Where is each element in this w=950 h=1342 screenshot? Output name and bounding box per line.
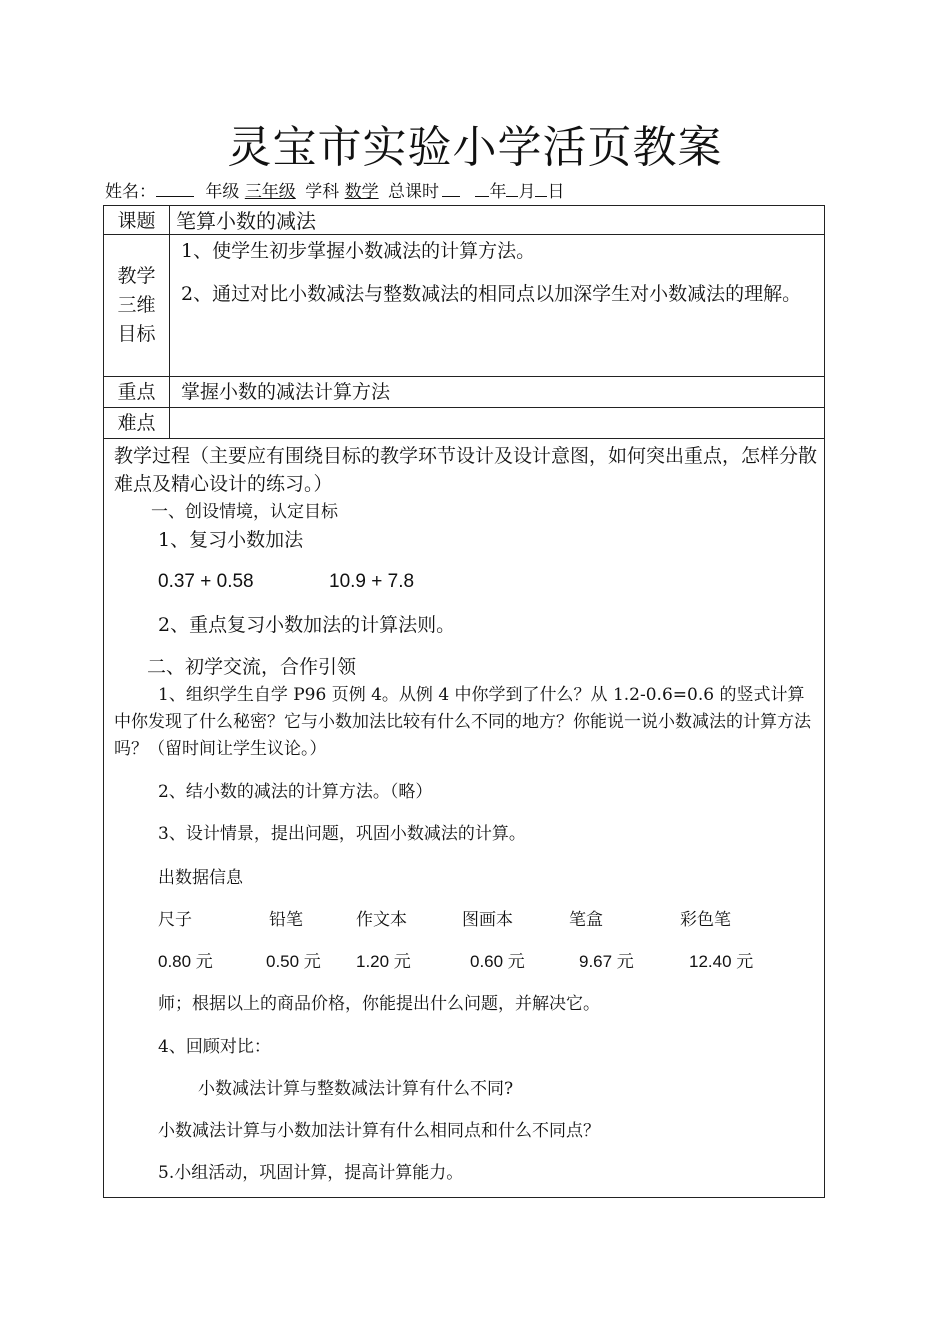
goal-2: 2、通过对比小数减法与整数减法的相同点以加深学生对小数减法的理解。 [181, 283, 802, 305]
year-blank [475, 180, 489, 197]
page-title: 灵宝市实验小学活页教案 [227, 122, 723, 173]
goods-item: 图画本 [462, 910, 513, 930]
price-item: 0.50 元 [266, 952, 321, 971]
section-1-item-2: 2、重点复习小数加法的计算法则。 [158, 614, 456, 636]
day-label: 日 [547, 182, 565, 202]
subject-value: 数学 [344, 182, 379, 202]
goals-label-line: 目标 [117, 323, 156, 345]
key-label: 重点 [117, 381, 156, 403]
row-divider [104, 407, 824, 408]
goods-item: 铅笔 [269, 910, 303, 930]
column-divider [169, 206, 170, 438]
topic-label: 课题 [117, 210, 156, 232]
section-2-item-3: 3、设计情景，提出问题，巩固小数减法的计算。 [158, 824, 526, 844]
price-item: 12.40 元 [689, 952, 754, 971]
section-1-heading: 一、创设情境，认定目标 [151, 502, 338, 522]
price-item: 0.60 元 [470, 952, 525, 971]
lesson-plan-table [103, 205, 825, 1198]
section-2-item-5: 5.小组活动，巩固计算，提高计算能力。 [158, 1163, 464, 1183]
compare-question-1: 小数减法计算与整数减法计算有什么不同? [198, 1079, 514, 1099]
goals-label-line: 三维 [117, 294, 156, 316]
day-blank [535, 180, 547, 197]
goods-item: 尺子 [158, 910, 192, 930]
name-label: 姓名： [105, 182, 156, 202]
subject-label: 学科 [305, 182, 340, 202]
process-heading: 教学过程（主要应有围绕目标的教学环节设计及设计意图，如何突出重点，怎样分散难点及精心设计的练习。） [114, 445, 818, 495]
compare-question-2: 小数减法计算与小数加法计算有什么相同点和什么不同点？ [158, 1121, 600, 1141]
data-intro: 出数据信息 [158, 868, 243, 888]
price-item: 1.20 元 [356, 952, 411, 971]
row-divider [104, 234, 824, 235]
goods-item: 笔盒 [569, 910, 603, 930]
hours-label: 总课时 [388, 182, 440, 202]
month-blank [506, 180, 518, 197]
goals-label-line: 教学 [117, 265, 156, 287]
expression-1: 0.37 + 0.58 [158, 571, 254, 592]
section-2-item-4: 4、回顾对比： [158, 1037, 271, 1057]
section-2-heading: 二、初学交流，合作引领 [147, 656, 357, 678]
grade-label: 年级 [205, 182, 240, 202]
key-value: 掌握小数的减法计算方法 [181, 381, 391, 403]
goal-1: 1、使学生初步掌握小数减法的计算方法。 [181, 240, 536, 262]
goods-item: 作文本 [356, 910, 407, 930]
section-2-item-2: 2、结小数的减法的计算方法。（略） [158, 782, 433, 802]
row-divider [104, 376, 824, 377]
expression-2: 10.9 + 7.8 [329, 571, 415, 592]
section-1-item-1: 1、复习小数加法 [158, 529, 304, 551]
info-line [105, 180, 564, 203]
name-blank [156, 180, 194, 197]
section-2-item-1: 1、组织学生自学 P96 页例 4。从例 4 中你学到了什么？从 1.2-0.6=0.6 的竖式计算中你发现了什么秘密？它与小数加法比较有什么不同的地方？你能说一说小数减法的计算方法吗？（留时间让学生议论。） [114, 685, 811, 759]
price-item: 0.80 元 [158, 952, 213, 971]
teacher-prompt: 师；根据以上的商品价格，你能提出什么问题，并解决它。 [158, 994, 600, 1014]
year-label: 年 [489, 182, 507, 202]
topic-value: 笔算小数的减法 [176, 209, 316, 233]
difficulty-label: 难点 [117, 412, 156, 434]
price-item: 9.67 元 [579, 952, 634, 971]
hours-blank [442, 180, 460, 197]
grade-value: 三年级 [244, 182, 296, 202]
goods-item: 彩色笔 [680, 910, 731, 930]
goals-label [104, 262, 169, 349]
row-divider [104, 438, 824, 439]
month-label: 月 [518, 182, 536, 202]
